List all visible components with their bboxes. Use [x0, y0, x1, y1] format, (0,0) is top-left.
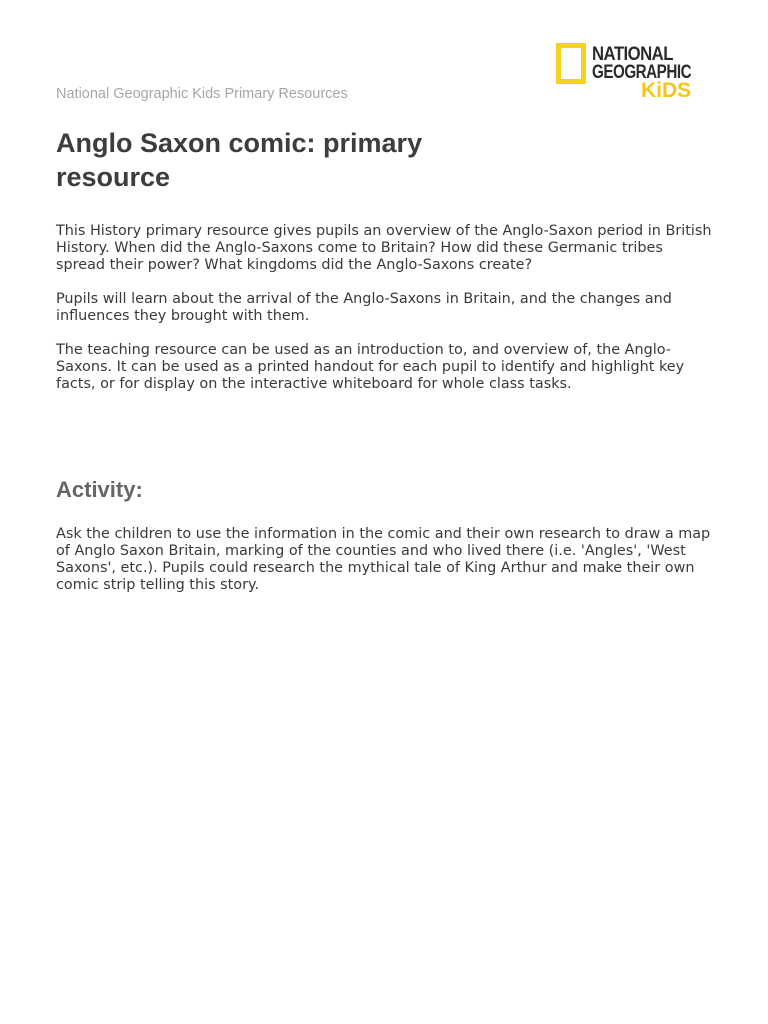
- learning-paragraph: Pupils will learn about the arrival of the Anglo-Saxons in Britain, and the changes and influences they brought with them.: [56, 291, 672, 324]
- activity-paragraph: Ask the children to use the information in the comic and their own research to draw a map of Anglo Saxon Britain, marking of the counties and who lived there (i.e. 'Angles', 'West Saxons', etc.). Pupils could research the mythical tale of King Arthur and make their own comic strip telling this story.: [56, 526, 711, 593]
- yellow-frame-icon: [556, 43, 586, 84]
- logo-text-kids: KiDS: [641, 79, 692, 102]
- activity-heading: Activity:: [56, 477, 143, 502]
- usage-paragraph: The teaching resource can be used as an introduction to, and overview of, the Anglo-Saxons. It can be used as a printed handout for each pupil to identify and highlight key facts, or for display on the interactive whiteboard for whole class tasks.: [56, 342, 685, 392]
- logo-text-national: NATIONAL: [592, 44, 673, 65]
- resource-source-label: National Geographic Kids Primary Resources: [56, 86, 348, 102]
- page-title: Anglo Saxon comic: primary resource: [56, 128, 423, 192]
- national-geographic-kids-logo: [556, 42, 716, 106]
- logo-text-geographic: GEOGRAPHIC: [592, 62, 692, 83]
- intro-paragraph: This History primary resource gives pupils an overview of the Anglo-Saxon period in British History. When did the Anglo-Saxons come to Britain? How did these Germanic tribes spread their power? What kingdoms did the Anglo-Saxons create?: [56, 223, 712, 273]
